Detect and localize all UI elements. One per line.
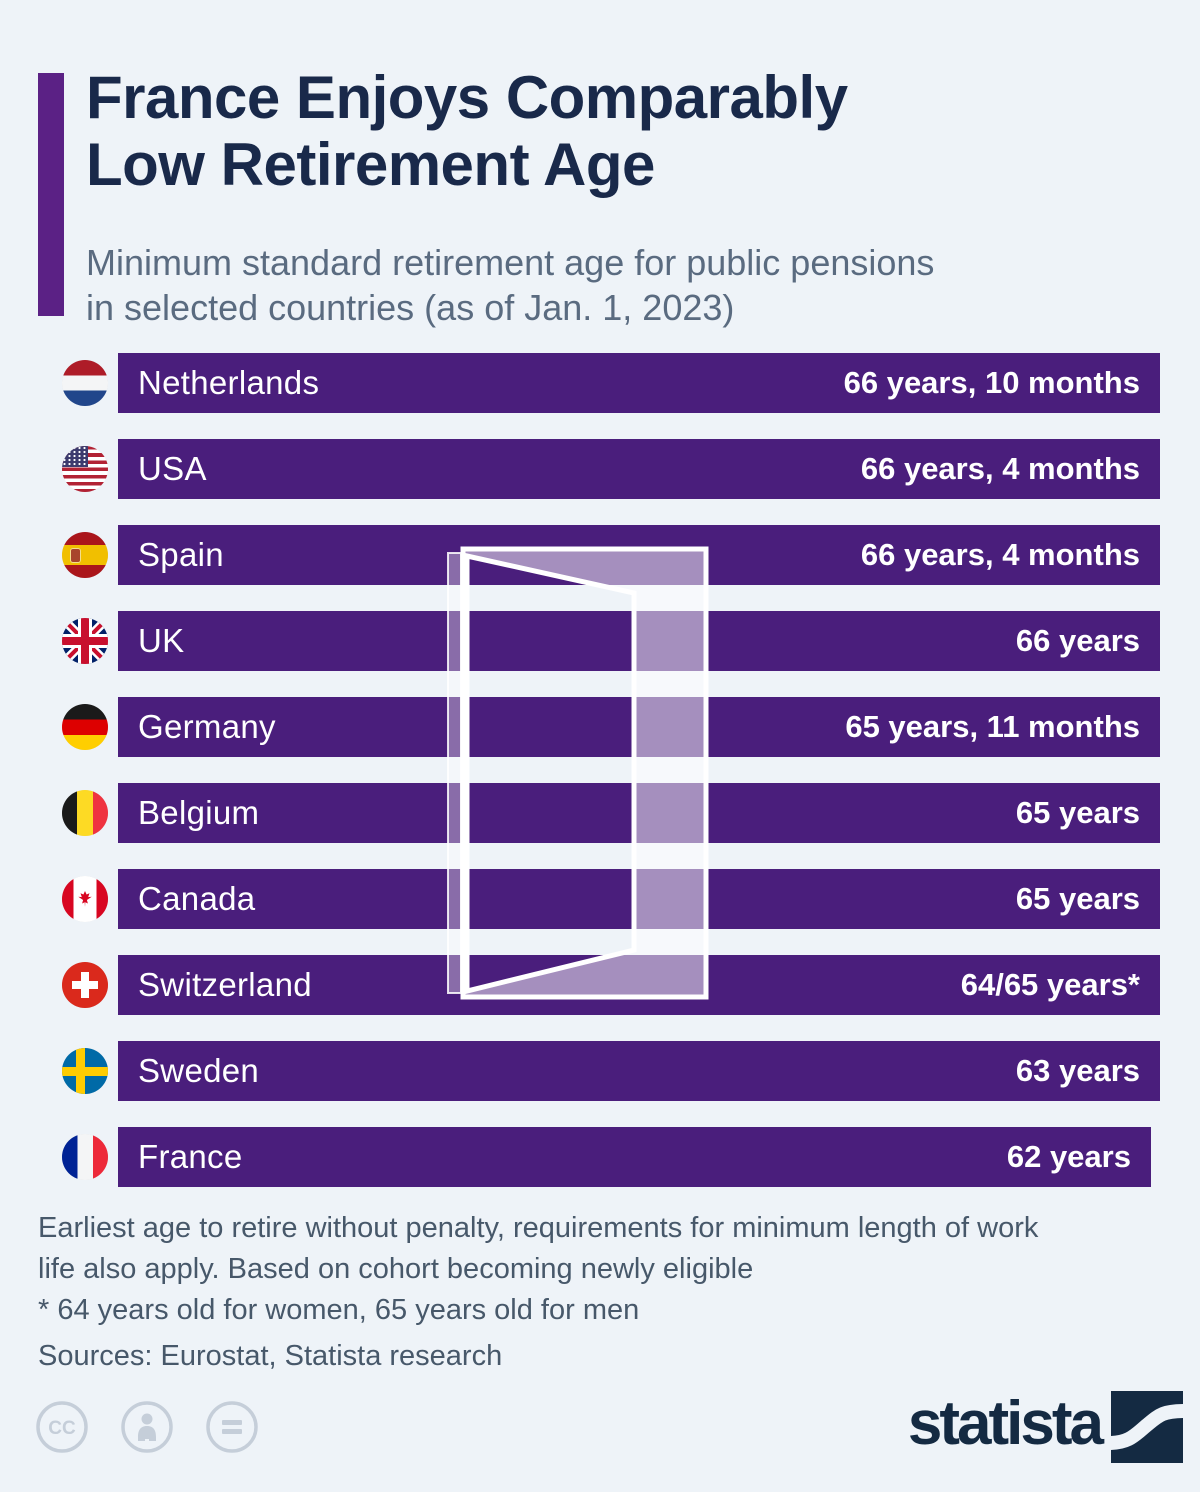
value-label: 66 years, 10 months	[843, 365, 1140, 400]
bar-belgium	[118, 783, 1160, 843]
spain-flag-icon	[62, 532, 108, 578]
footnote-line-2: life also apply. Based on cohort becoming newly eligible	[38, 1253, 754, 1285]
bar-switzerland	[118, 955, 1160, 1015]
usa-flag-icon	[62, 446, 108, 492]
footnote-line-1: Earliest age to retire without penalty, requirements for minimum length of work	[38, 1212, 1039, 1244]
chart-row-belgium	[40, 783, 1160, 843]
union-jack-icon	[62, 618, 108, 664]
country-label: UK	[138, 622, 185, 659]
bar-uk	[118, 611, 1160, 671]
title-line-2: Low Retirement Age	[86, 131, 655, 198]
footnote	[38, 1208, 1178, 1331]
asterisk-note: * 64 years old for women, 65 years old for men	[38, 1294, 640, 1326]
country-label: Netherlands	[138, 364, 320, 401]
equals-nd-icon[interactable]	[205, 1400, 259, 1454]
bar-chart	[40, 353, 1160, 1213]
bar-spain	[118, 525, 1160, 585]
netherlands-flag-icon	[62, 360, 108, 406]
title-accent-bar	[38, 73, 64, 316]
cc-icon[interactable]	[35, 1400, 89, 1454]
chart-row-spain	[40, 525, 1160, 585]
chart-row-germany	[40, 697, 1160, 757]
chart-row-sweden	[40, 1041, 1160, 1101]
sweden-flag-icon	[62, 1048, 108, 1094]
value-label: 65 years	[1015, 795, 1140, 830]
value-label: 63 years	[1015, 1053, 1140, 1088]
country-label: Spain	[138, 536, 224, 573]
license-icons	[35, 1400, 259, 1454]
france-flag-icon	[62, 1134, 108, 1180]
title-line-1: France Enjoys Comparably	[86, 64, 848, 131]
chart-row-usa	[40, 439, 1160, 499]
bar-netherlands	[118, 353, 1160, 413]
statista-logotype: statista	[907, 1389, 1101, 1458]
value-label: 62 years	[1006, 1139, 1131, 1174]
country-label: Belgium	[138, 794, 260, 831]
chart-row-france	[40, 1127, 1160, 1187]
svg-text:CC: CC	[48, 1418, 76, 1439]
sources-line: Sources: Eurostat, Statista research	[38, 1340, 503, 1372]
chart-row-uk	[40, 611, 1160, 671]
country-label: Switzerland	[138, 966, 312, 1003]
switzerland-flag-icon	[62, 962, 108, 1008]
germany-flag-icon	[62, 704, 108, 750]
subtitle-line-2: in selected countries (as of Jan. 1, 2023)	[86, 287, 735, 328]
belgium-flag-icon	[62, 790, 108, 836]
chart-row-canada	[40, 869, 1160, 929]
country-label: Germany	[138, 708, 276, 745]
attribution-person-icon[interactable]	[120, 1400, 174, 1454]
bar-germany	[118, 697, 1160, 757]
statista-logo[interactable]	[908, 1388, 1183, 1465]
chart-subtitle	[86, 240, 934, 330]
bar-canada	[118, 869, 1160, 929]
country-label: France	[138, 1138, 243, 1175]
value-label: 65 years, 11 months	[845, 709, 1140, 744]
bar-sweden	[118, 1041, 1160, 1101]
value-label: 66 years, 4 months	[860, 537, 1140, 572]
value-label: 65 years	[1015, 881, 1140, 916]
country-label: USA	[138, 450, 207, 487]
country-label: Canada	[138, 880, 256, 917]
bar-france	[118, 1127, 1151, 1187]
value-label: 64/65 years*	[960, 967, 1140, 1002]
subtitle-line-1: Minimum standard retirement age for public pensions	[86, 242, 935, 283]
country-label: Sweden	[138, 1052, 260, 1089]
value-label: 66 years	[1015, 623, 1140, 658]
bar-usa	[118, 439, 1160, 499]
statista-logo-mark-icon	[1111, 1391, 1183, 1463]
chart-row-switzerland	[40, 955, 1160, 1015]
uk-flag-icon	[62, 618, 108, 664]
page-title	[86, 64, 848, 198]
chart-row-netherlands	[40, 353, 1160, 413]
canada-flag-icon	[62, 876, 108, 922]
value-label: 66 years, 4 months	[860, 451, 1140, 486]
